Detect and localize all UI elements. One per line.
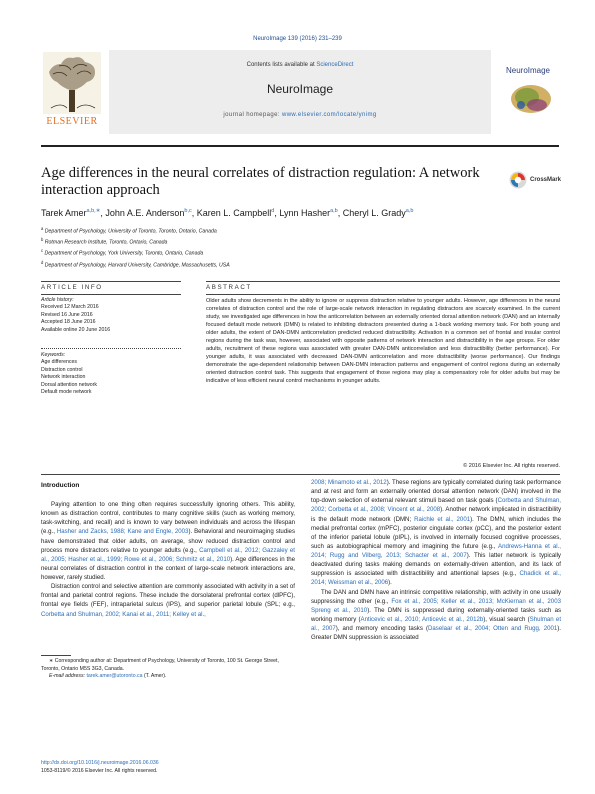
elsevier-tree-icon (43, 52, 101, 114)
affiliation: $^b$ Rotman Research Institute, Toronto, Ontario, Canada (41, 237, 168, 246)
masthead-rule (41, 145, 559, 147)
citation-link[interactable]: 2008; Minamoto et al., 2012 (311, 479, 387, 486)
citation-link[interactable]: Andrews-Hanna et al., 2014; Rugg and Vilberg, 2013; Schacter et al., 2007 (311, 542, 561, 559)
citation-link[interactable]: Corbetta and Shulman, 2002; Corbetta et al., 2008; Vincent et al., 2008 (311, 497, 561, 514)
citation-link[interactable]: Chadick et al., 2014; Weissman et al., 2006 (311, 570, 561, 587)
contents-line (109, 62, 491, 68)
intro-left-column (41, 500, 295, 619)
keywords-label: Keywords: (41, 352, 66, 358)
body-paragraph (311, 588, 561, 643)
body-text: ). The DMN, which includes the medial prefrontal cortex (mPFC), posterior cingulate cortex (pCC), and the posterior extent of the inferior parietal lobule (pIPL), is involved in internally focused cognitive processes, such as autobiographical memory and imagining the future (e.g., (311, 515, 562, 550)
body-text: Distraction control and selective attention are commonly associated with activity in a set of frontal and parietal control regions. These include the dorsolateral prefrontal cortex (dlPFC), frontal eye fields (FEF), intraparietal sulcus (IPS), and superior parietal lobule (SPL; e.g., (41, 583, 295, 609)
homepage-prefix: journal homepage: (223, 112, 282, 118)
history-item: Accepted 18 June 2016 (41, 319, 96, 326)
abstract-mid-rule (206, 294, 560, 295)
history-item: Revised 16 June 2016 (41, 311, 93, 318)
abstract-bottom-rule (41, 474, 560, 475)
citation-link[interactable]: Fox et al., 2005; Keller et al., 2013; McKiernan et al., 2003 Spreng et al., 2010 (311, 597, 561, 614)
crossmark-badge[interactable] (509, 170, 561, 190)
author[interactable]: Cheryl L. Grady$^{a,b}$ (342, 208, 414, 218)
info-mid-rule (41, 294, 181, 295)
affiliation: $^c$ Department of Psychology, York University, Toronto, Ontario, Canada (41, 248, 204, 258)
journal-title: NeuroImage (266, 82, 334, 96)
affiliation: $^d$ Department of Psychology, Harvard University, Cambridge, Massachusetts, USA (41, 259, 230, 269)
crossmark-icon (509, 171, 527, 189)
citation-link[interactable]: Raichle et al., 2001 (414, 515, 471, 523)
elsevier-logo[interactable] (41, 52, 103, 134)
citation-link[interactable]: Daselaar et al., 2004; Otten and Rugg, 2001 (428, 625, 558, 632)
keywords (41, 352, 181, 396)
abstract-copyright: © 2016 Elsevier Inc. All rights reserved. (463, 463, 560, 469)
keyword: Network interaction (41, 374, 86, 381)
affiliation-list (41, 225, 559, 270)
keyword: Distraction control (41, 366, 83, 373)
article-title: Age differences in the neural correlates of distraction regulation: A network interaction approach (41, 165, 480, 198)
history-item: Received 12 March 2016 (41, 304, 99, 311)
author[interactable]: Lynn Hasher$^{a,b}$ (279, 208, 338, 218)
body-text: The DAN and DMN have an intrinsic competitive relationship, with activity in one usually suppressing the other (e.g., (311, 588, 561, 605)
cover-title: NeuroImage (505, 66, 551, 75)
body-text: ). Greater DMN suppression is associated (311, 625, 561, 642)
body-text: ), and memory encoding tasks ( (335, 625, 429, 632)
sciencedirect-link[interactable]: ScienceDirect (316, 62, 354, 68)
article-history (41, 297, 181, 334)
citation-link[interactable]: Campbell et al., 2012; Gazzaley et al., 2005; Hasher et al., 1999; Rowe et al., 2006; Schmitz et al., 2010 (41, 546, 295, 563)
journal-homepage (109, 112, 491, 118)
author[interactable]: Karen L. Campbell$^d$ (196, 208, 275, 218)
citation-link[interactable]: Shulman et al., 2007 (311, 615, 562, 632)
body-text: ). This latter network is typically deactivated during tasks making demands on externally-driven attention, and its lack of suppression is associated with distractibility and attentional lapses (e.g., (311, 552, 561, 578)
doi-link[interactable]: http://dx.doi.org/10.1016/j.neuroimage.2016.06.036 (41, 760, 159, 766)
body-text: ). These regions are typically correlated during task performance and at rest and form an externally oriented dorsal attention network (DAN) involved in the top-down selection of external relevant stimuli based on task goals ( (311, 479, 561, 505)
footnote-rule (41, 655, 71, 656)
intro-right-column (311, 478, 561, 642)
author[interactable]: John A.E. Anderson$^{b,c}$ (105, 208, 192, 218)
citation-link[interactable]: Hasher and Zacks, 1988; Kane and Engle, 2003 (56, 528, 189, 536)
journal-banner (109, 50, 491, 134)
journal-reference[interactable]: NeuroImage 139 (2016) 231–239 (253, 36, 342, 42)
body-paragraph (41, 582, 295, 619)
body-text: ). The DMN is suppressed during externally-oriented tasks such as working memory ( (311, 606, 562, 623)
keyword: Default mode network (41, 389, 92, 396)
email-label: E-mail address: (49, 673, 87, 680)
corresponding-footnote (41, 658, 295, 681)
body-paragraph (41, 500, 295, 582)
article-info-heading: ARTICLE INFO (41, 284, 103, 291)
abstract-heading: ABSTRACT (206, 284, 252, 291)
body-text: ). Behavioral and neuroimaging studies have demonstrated that older adults, on average, show reduced distraction control and process more distractors relative to younger adults (e.g., (41, 528, 295, 554)
keyword: Dorsal attention network (41, 381, 97, 388)
info-top-rule (41, 281, 181, 282)
elsevier-wordmark: ELSEVIER (46, 116, 98, 127)
history-label: Article history: (41, 297, 74, 303)
corresponding-author-note: ∗ Corresponding author at: Department of Psychology, University of Toronto, 100 St. George Street, Toronto, Ontario M5S 3G3, Canada. (41, 658, 279, 672)
body-text: ). (388, 579, 392, 587)
keyword: Age differences (41, 359, 77, 366)
citation-link[interactable]: Anticevic et al., 2010; Anticevic et al., 2012b (360, 615, 484, 623)
author-list: Tarek Amer$^{a,b,∗}$, John A.E. Anderson$^{b,c}$, Karen L. Campbell$^d$, Lynn Hasher$^{a,b}$, Cheryl L. Grady$^{a,b}$ (41, 208, 414, 218)
body-text: ), visual search ( (483, 615, 530, 623)
body-paragraph (311, 478, 561, 588)
issn-line: 1053-8119/© 2016 Elsevier Inc. All rights reserved. (41, 767, 158, 774)
doi-block (41, 760, 295, 775)
affiliation: $^a$ Department of Psychology, University of Toronto, Toronto, Ontario, Canada (41, 226, 217, 235)
abstract-text: Older adults show decrements in the ability to ignore or suppress distraction relative to younger adults. However, age differences in the neural correlates of distraction control and the role of large-scale network interaction in regulating distractors are scarcely examined. In the current study, we investigated age differences in how the anticorrelation between an externally oriented dorsal attention network (DAN) and an internally focused default mode network (DMN) is related to inhibiting distractors presented during a 1-back working memory task. For both young and older adults, the extent of DAN-DMN anticorrelation predicted reduced distractibility. Activation in a common set of frontal and insular control regions during the task was, however, associated with opposite patterns of network interaction and distractibility in the age groups. For older adults, recruitment of these regions was associated with greater DAN-DMN anticorrelation and less distractibility (better performance). For younger adults, it was associated with decreased DAN-DMN anticorrelation and more distractibility (worse performance). Our findings demonstrate the age-dependent relationship between DAN-DMN interaction patterns and engagement of control regions during an externally oriented distraction control task. This suggests that engagement of those regions may play a compensatory role for older adults but may be indicative of less efficient neural control mechanisms in younger adults. (206, 298, 560, 385)
crossmark-label: CrossMark (529, 177, 561, 183)
abstract-top-rule (206, 281, 560, 282)
history-item: Available online 20 June 2016 (41, 326, 111, 333)
email-link[interactable]: tarek.amer@utoronto.ca (86, 673, 143, 680)
body-text: ). Another network implicated in distractibility is the default mode network (DMN; (311, 506, 561, 523)
email-suffix: (T. Amer). (142, 673, 167, 680)
citation-link[interactable]: Corbetta and Shulman, 2002; Kanai et al., 2011; Kelley et al., (41, 610, 206, 618)
homepage-link[interactable]: www.elsevier.com/locate/ynimg (281, 112, 377, 118)
body-text: Paying attention to one thing often requires successfully ignoring others. This ability, known as distraction control, contributes to many cognitive skills (such as working memory, task-switching, and recall) and is known to vary between individuals and across the lifespan (e.g., (41, 501, 295, 536)
masthead (41, 48, 559, 136)
body-text: ). Age differences in the neural correlates of distraction control in the context of large-scale network interactions are, however, rarely studied. (41, 555, 295, 581)
introduction-heading: Introduction (41, 482, 80, 489)
email-line (41, 673, 295, 681)
brain-cover-icon (497, 75, 559, 125)
contents-prefix: Contents lists available at (246, 62, 317, 68)
journal-cover-thumbnail[interactable] (497, 50, 559, 134)
author[interactable]: Tarek Amer$^{a,b,∗}$ (41, 208, 101, 218)
info-sep-rule (41, 348, 181, 349)
